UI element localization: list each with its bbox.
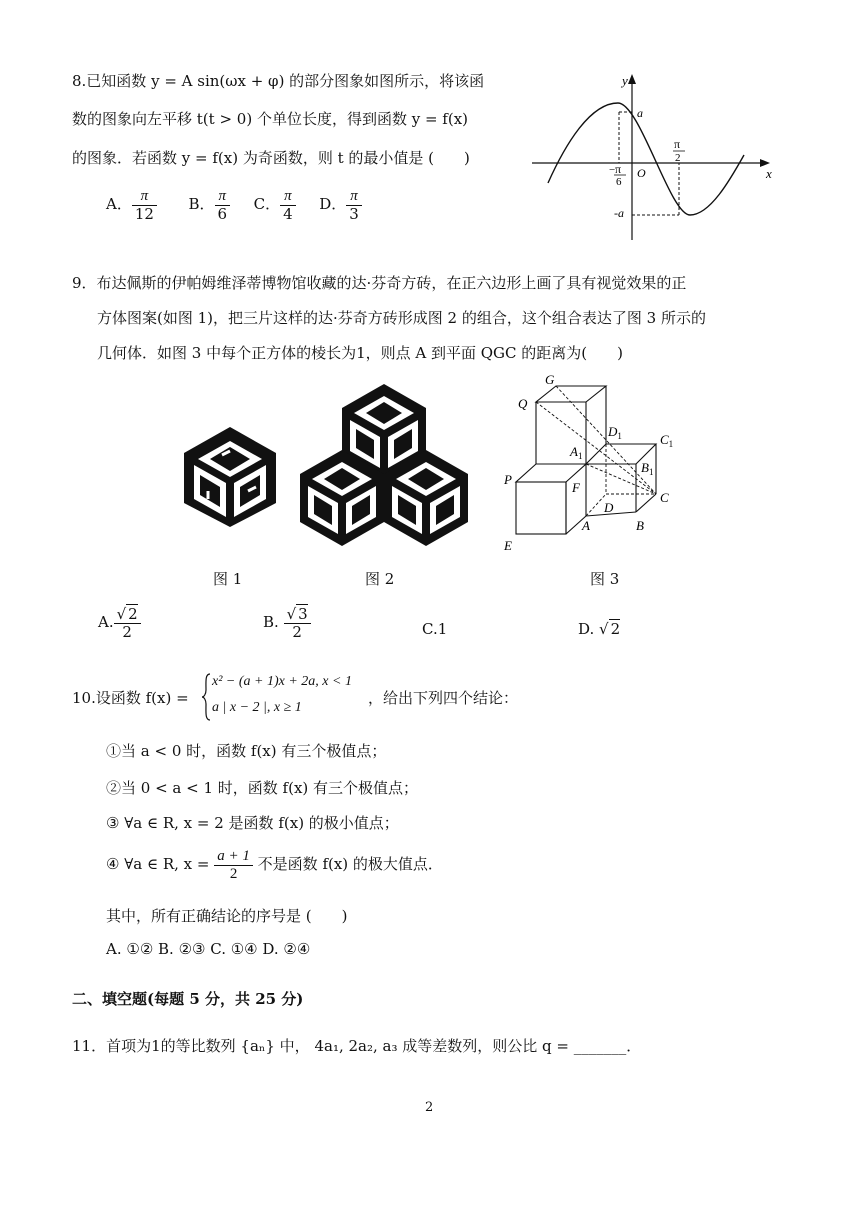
q8-sine-graph bbox=[530, 65, 780, 245]
point-f: F bbox=[572, 480, 580, 495]
point-b1: B bbox=[641, 460, 649, 475]
label-two: 2 bbox=[675, 152, 681, 164]
point-e: E bbox=[504, 538, 512, 553]
point-q: Q bbox=[518, 396, 528, 411]
sine-curve bbox=[548, 103, 744, 215]
point-b: B bbox=[636, 518, 644, 533]
point-c1: C bbox=[660, 432, 669, 447]
label-x: x bbox=[766, 166, 772, 181]
svg-text:D1: $D_1$ bbox=[608, 424, 622, 441]
q10-conclusion-4: ④ ∀a ∈ R, x = $\frac{a + 1}{2}$ 不是函数 f(x) 的极大值点． bbox=[106, 848, 443, 882]
label-six: 6 bbox=[616, 176, 622, 188]
q10-brace bbox=[200, 672, 212, 722]
q10-prefix: 10.设函数 f(x) = bbox=[72, 689, 189, 707]
q8-options bbox=[106, 188, 362, 222]
q10-case1: x² − (a + 1)x + 2a, x < 1 bbox=[212, 674, 352, 689]
label-neg-a: -a bbox=[614, 206, 624, 220]
label-minus: − bbox=[609, 164, 616, 176]
q10-options: A. ①② B. ②③ C. ①④ D. ②④ bbox=[106, 940, 311, 958]
svg-text:C1: $C_1$ bbox=[660, 432, 674, 449]
q9-option-d: D. √ 2 bbox=[578, 620, 621, 638]
q9-line3: 几何体．如图 3 中每个正方体的棱长为1，则点 A 到平面 QGC 的距离为( ) bbox=[97, 344, 623, 362]
label-pi-top: π bbox=[674, 137, 681, 151]
q10-case2: a | x − 2 |, x ≥ 1 bbox=[212, 700, 302, 715]
q9-option-c: C.1 bbox=[422, 620, 448, 638]
point-c: C bbox=[660, 490, 669, 505]
fig3-caption: 图 3 bbox=[590, 570, 620, 588]
svg-text:B1: $B_1$ bbox=[641, 460, 654, 477]
fig1-caption: 图 1 bbox=[213, 570, 243, 588]
q8-line3: 的图象．若函数 y = f(x) 为奇函数，则 t 的最小值是 ( ) bbox=[72, 149, 470, 167]
q8-option-b: B． $\frac{\pi}{6}$ bbox=[189, 195, 231, 213]
point-d1: D bbox=[608, 424, 618, 439]
q10-conclusion-1: ①当 a < 0 时，函数 f(x) 有三个极值点； bbox=[106, 742, 387, 760]
fig2-caption: 图 2 bbox=[365, 570, 395, 588]
q9-line1: 9．布达佩斯的伊帕姆维泽蒂博物馆收藏的达·芬奇方砖，在正六边形上画了具有视觉效果的正 bbox=[72, 274, 687, 292]
q9-line2: 方体图案(如图 1)，把三片这样的达·芬奇方砖形成图 2 的组合，这个组合表达了图 3 所示的 bbox=[97, 309, 706, 327]
q11-text: 11．首项为1的等比数列 {aₙ} 中， 4a₁, 2a₂, a₃ 成等差数列，则公比 q = _______． bbox=[72, 1037, 642, 1055]
label-origin: O bbox=[637, 166, 646, 180]
label-y: y bbox=[622, 73, 628, 88]
point-g: G bbox=[545, 372, 555, 387]
fig2-three-cubes bbox=[300, 382, 468, 547]
q10-conclusion-3: ③ ∀a ∈ R, x = 2 是函数 f(x) 的极小值点； bbox=[106, 814, 399, 832]
q10-ask: 其中，所有正确结论的序号是 ( ) bbox=[106, 907, 348, 925]
fig3-wireframe bbox=[500, 372, 690, 554]
point-a1: A bbox=[570, 444, 578, 459]
y-axis-arrow bbox=[628, 74, 636, 84]
section-heading: 二、填空题(每题 5 分，共 25 分) bbox=[72, 990, 304, 1008]
point-a: A bbox=[582, 518, 590, 533]
q8-option-c: C． $\frac{\pi}{4}$ bbox=[254, 195, 296, 213]
point-p: P bbox=[504, 472, 512, 487]
fig1-cube-tile bbox=[182, 425, 278, 529]
q8-option-a: A． $\frac{\pi}{12}$ bbox=[106, 195, 157, 213]
page-number: 2 bbox=[425, 1100, 434, 1115]
q10-suffix: ，给出下列四个结论： bbox=[368, 689, 519, 707]
q9-option-b: B. $\frac{√ 3}{2}$ bbox=[263, 606, 311, 640]
point-d: D bbox=[604, 500, 614, 515]
label-pi-left: π bbox=[615, 162, 622, 176]
label-a: a bbox=[637, 106, 643, 120]
q8-option-d: D． $\frac{\pi}{3}$ bbox=[319, 195, 362, 213]
q8-line1: 8.已知函数 y = A sin(ωx + φ) 的部分图象如图所示，将该函 bbox=[72, 72, 485, 90]
q9-option-a: A. $\frac{√ 2}{2}$ bbox=[98, 606, 141, 640]
svg-text:A1: $A_1$ bbox=[570, 444, 583, 461]
q8-line2: 数的图象向左平移 t(t > 0) 个单位长度，得到函数 y = f(x) bbox=[72, 110, 469, 128]
q10-conclusion-2: ②当 0 < a < 1 时，函数 f(x) 有三个极值点； bbox=[106, 779, 419, 797]
